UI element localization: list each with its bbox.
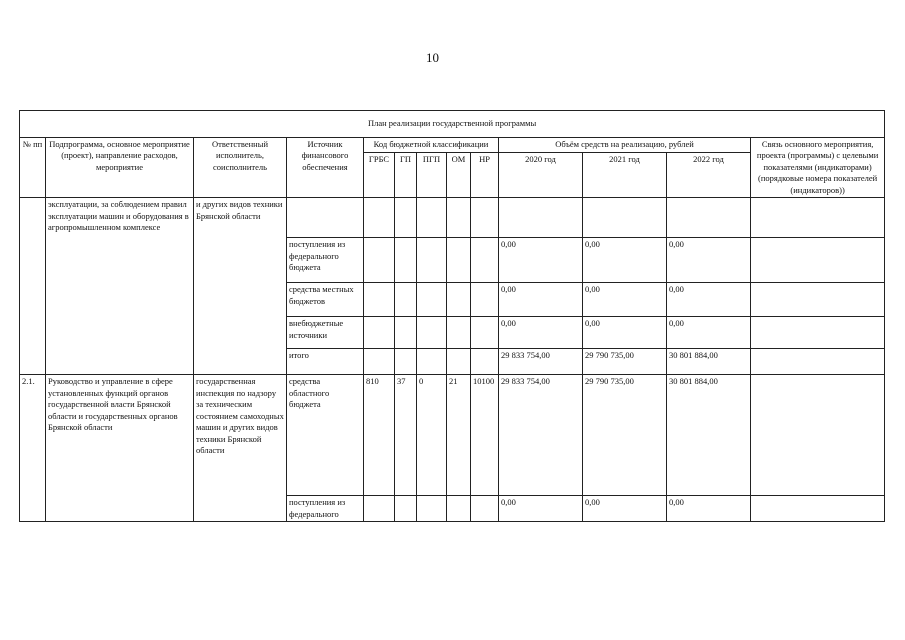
code-grbs: 810 [364, 375, 395, 496]
activity-description: Руководство и управление в сфере установленных функций органов государственной власти Брянской области и государственных органов Брянской области [46, 375, 194, 522]
table-row [20, 198, 885, 238]
funding-source: итого [287, 349, 364, 375]
value-2021 [583, 198, 667, 238]
program-plan-table [19, 110, 885, 522]
responsible-executor: и других видов техники Брянской области [194, 198, 287, 375]
header-gp: ГП [395, 153, 417, 198]
value-2020: 0,00 [499, 283, 583, 317]
funding-source: средства областного бюджета [287, 375, 364, 496]
value-2021: 0,00 [583, 317, 667, 349]
header-pgp: ПГП [417, 153, 447, 198]
code-nr [471, 496, 499, 522]
code-pgp [417, 496, 447, 522]
value-2020 [499, 198, 583, 238]
row-num [20, 198, 46, 375]
value-2020: 0,00 [499, 317, 583, 349]
header-num: № пп [20, 138, 46, 198]
header-grbs: ГРБС [364, 153, 395, 198]
code-grbs [364, 496, 395, 522]
value-2022: 30 801 884,00 [667, 349, 751, 375]
header-volume: Объём средств на реализацию, рублей [499, 138, 751, 153]
code-gp [395, 496, 417, 522]
header-2022: 2022 год [667, 153, 751, 198]
value-2022: 30 801 884,00 [667, 375, 751, 496]
header-2021: 2021 год [583, 153, 667, 198]
value-2022: 0,00 [667, 317, 751, 349]
value-2020: 29 833 754,00 [499, 375, 583, 496]
value-2022: 0,00 [667, 496, 751, 522]
responsible-executor: государственная инспекция по надзору за техническим состоянием самоходных машин и других видов техники Брянской области [194, 375, 287, 522]
funding-source: поступления из федерального бюджета [287, 238, 364, 283]
table-row [20, 375, 885, 496]
funding-source: поступления из федерального [287, 496, 364, 522]
value-2022: 0,00 [667, 283, 751, 317]
value-2022: 0,00 [667, 238, 751, 283]
value-2021: 29 790 735,00 [583, 349, 667, 375]
header-budget-code: Код бюджетной классификации [364, 138, 499, 153]
header-source: Источник финансового обеспечения [287, 138, 364, 198]
value-2021: 0,00 [583, 283, 667, 317]
header-nr: НР [471, 153, 499, 198]
code-om: 21 [447, 375, 471, 496]
value-2021: 29 790 735,00 [583, 375, 667, 496]
funding-source: средства местных бюджетов [287, 283, 364, 317]
activity-description: эксплуатации, за соблюдением правил эксплуатации машин и оборудования в агропромышленном комплексе [46, 198, 194, 375]
funding-source [287, 198, 364, 238]
value-2022 [667, 198, 751, 238]
funding-source: внебюджетные источники [287, 317, 364, 349]
page-number: 10 [426, 50, 439, 65]
value-2020: 0,00 [499, 496, 583, 522]
value-2021: 0,00 [583, 496, 667, 522]
code-pgp: 0 [417, 375, 447, 496]
row-num: 2.1. [20, 375, 46, 522]
header-link: Связь основного мероприятия, проекта (программы) с целевыми показателями (индикаторами) (порядковые номера показателей (индикаторов)) [751, 138, 885, 198]
header-responsible: Ответственный исполнитель, соисполнитель [194, 138, 287, 198]
header-subprogram: Подпрограмма, основное мероприятие (проект), направление расходов, мероприятие [46, 138, 194, 198]
value-2020: 0,00 [499, 238, 583, 283]
header-om: ОМ [447, 153, 471, 198]
code-nr: 10100 [471, 375, 499, 496]
header-2020: 2020 год [499, 153, 583, 198]
value-2021: 0,00 [583, 238, 667, 283]
code-gp: 37 [395, 375, 417, 496]
code-om [447, 496, 471, 522]
table-title: План реализации государственной программы [20, 111, 885, 138]
value-2020: 29 833 754,00 [499, 349, 583, 375]
